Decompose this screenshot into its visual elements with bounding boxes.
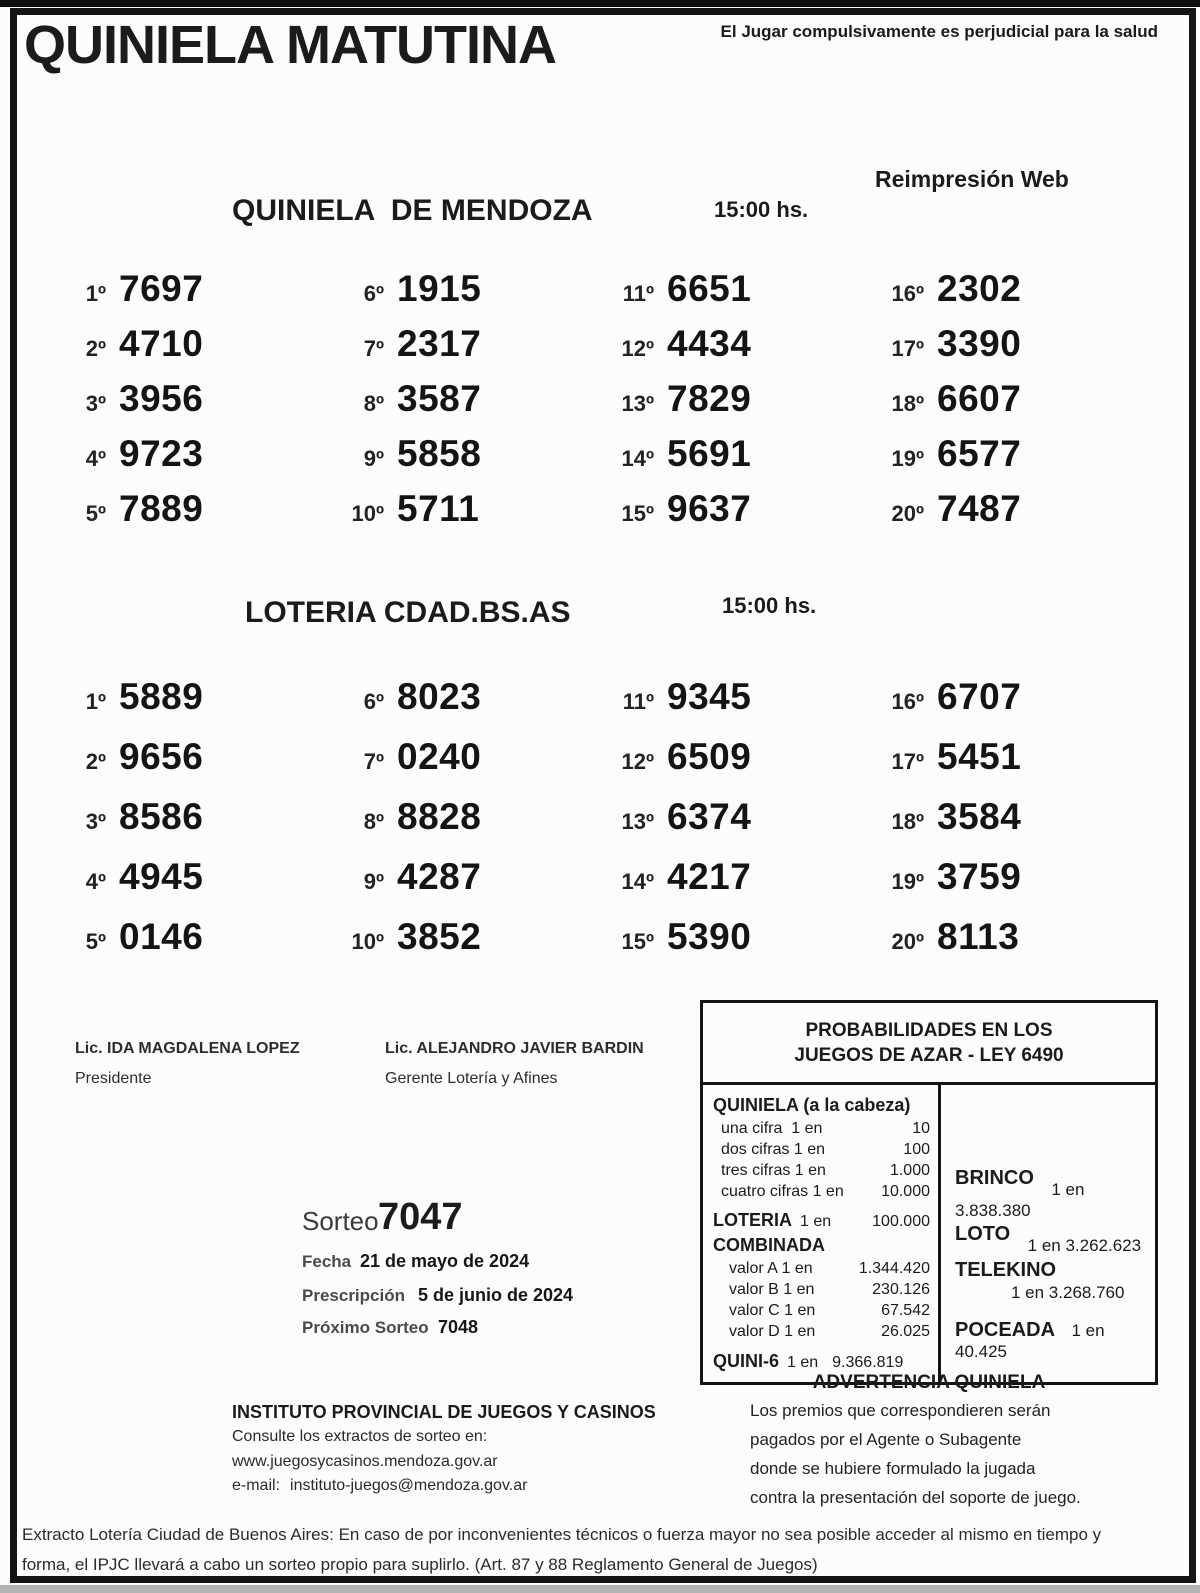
quini6-odds-name: QUINI-6 (713, 1351, 780, 1371)
odds-label: una cifra 1 en (721, 1120, 823, 1137)
result-item (60, 856, 338, 916)
result-number: 5858 (397, 433, 482, 474)
prescription-label: Prescripción (302, 1286, 405, 1305)
quiniela-odds-header: QUINIELA (a la cabeza) (713, 1095, 911, 1115)
result-item (608, 433, 878, 488)
result-item (338, 488, 608, 543)
result-number: 4434 (667, 323, 752, 364)
result-item (60, 433, 338, 488)
next-draw-label: Próximo Sorteo (302, 1318, 429, 1337)
poceada-odds-row (955, 1319, 1149, 1362)
advertencia-line: contra la presentación del soporte de juego. (750, 1488, 1081, 1507)
brinco-odds-value: 1 en 3.838.380 (955, 1180, 1085, 1220)
result-position: 4º (85, 869, 106, 894)
draw-number-value: 7047 (378, 1196, 463, 1238)
odds-row (713, 1160, 930, 1181)
odds-value: 1.344.420 (858, 1260, 930, 1277)
odds-row (713, 1181, 930, 1202)
result-item (878, 488, 1160, 543)
result-position: 7º (363, 749, 384, 774)
loto-odds-value: 1 en 3.262.623 (1027, 1236, 1142, 1255)
result-item (608, 378, 878, 433)
email-address-link[interactable]: instituto-juegos@mendoza.gov.ar (290, 1477, 528, 1494)
scan-edge-top (0, 0, 1200, 7)
result-position: 20º (891, 929, 924, 954)
loteria-odds-value: 100.000 (872, 1213, 930, 1230)
odds-value: 230.126 (872, 1281, 930, 1298)
result-item (608, 796, 878, 856)
advertencia-title: ADVERTENCIA QUINIELA (812, 1372, 1046, 1393)
result-item (60, 916, 338, 976)
result-position: 18º (891, 809, 924, 834)
result-item (608, 488, 878, 543)
result-position: 11º (622, 689, 654, 714)
result-item (338, 378, 608, 433)
institute-consult-line: Consulte los extractos de sorteo en: (232, 1428, 488, 1445)
result-position: 15º (621, 929, 654, 954)
odds-label: dos cifras 1 en (721, 1141, 826, 1158)
result-item (878, 323, 1160, 378)
prescription-value: 5 de junio de 2024 (418, 1285, 574, 1305)
odds-row (713, 1118, 930, 1139)
result-position: 9º (363, 446, 384, 471)
result-position: 3º (85, 391, 106, 416)
result-number: 7829 (667, 378, 752, 419)
result-position: 12º (621, 336, 654, 361)
result-position: 8º (363, 391, 384, 416)
footer-legal-text (22, 1520, 1158, 1580)
result-number: 3759 (937, 856, 1022, 897)
probabilities-title-line1: PROBABILIDADES EN LOS (805, 1019, 1053, 1041)
result-item (338, 323, 608, 378)
result-item (338, 856, 608, 916)
result-position: 4º (85, 446, 106, 471)
poceada-odds-value: 1 en 40.425 (955, 1321, 1105, 1361)
result-item (878, 378, 1160, 433)
loteria-odds-mid: 1 en (800, 1213, 832, 1230)
result-item (608, 323, 878, 378)
result-position: 14º (621, 869, 654, 894)
result-position: 17º (891, 336, 924, 361)
odds-label: cuatro cifras 1 en (721, 1183, 844, 1200)
institute-email-row (232, 1477, 527, 1495)
result-position: 11º (622, 281, 654, 306)
next-draw-value: 7048 (438, 1317, 479, 1337)
reprint-label: Reimpresión Web (875, 166, 1069, 192)
mendoza-section-title: QUINIELA DE MENDOZA (232, 194, 593, 227)
result-number: 8113 (937, 916, 1020, 957)
result-number: 9637 (667, 488, 752, 529)
advertencia-line: donde se hubiere formulado la jugada (750, 1459, 1036, 1478)
result-number: 9345 (667, 676, 752, 717)
result-number: 7487 (937, 488, 1022, 529)
institute-website-link[interactable]: www.juegosycasinos.mendoza.gov.ar (232, 1453, 498, 1470)
result-position: 5º (85, 501, 106, 526)
odds-value: 1.000 (889, 1162, 930, 1179)
mendoza-draw-time: 15:00 hs. (714, 197, 809, 222)
result-number: 6607 (937, 378, 1022, 419)
result-item (60, 676, 338, 736)
probabilities-title (703, 1003, 1155, 1085)
result-position: 20º (891, 501, 924, 526)
result-number: 0146 (119, 916, 204, 957)
result-number: 6374 (667, 796, 752, 837)
bsas-draw-time: 15:00 hs. (722, 593, 817, 618)
advertencia-line: Los premios que correspondieren serán (750, 1401, 1051, 1420)
result-number: 4217 (667, 856, 752, 897)
result-position: 10º (351, 929, 384, 954)
result-item (60, 736, 338, 796)
result-number: 5691 (667, 433, 752, 474)
footer-line: forma, el IPJC llevará a cabo un sorteo propio para suplirlo. (Art. 87 y 88 Reglamento General de Juegos) (22, 1555, 818, 1574)
result-number: 4710 (119, 323, 204, 364)
result-item (60, 378, 338, 433)
result-number: 5390 (667, 916, 752, 957)
result-position: 13º (621, 391, 654, 416)
result-number: 8586 (119, 796, 204, 837)
result-number: 2317 (397, 323, 482, 364)
result-item (60, 488, 338, 543)
odds-value: 10.000 (881, 1183, 930, 1200)
brinco-odds-row (955, 1167, 1149, 1220)
result-position: 19º (891, 446, 924, 471)
quini6-odds-row (713, 1351, 930, 1372)
odds-label: valor B 1 en (729, 1281, 815, 1298)
document-title: QUINIELA MATUTINA (24, 15, 556, 75)
loto-odds-name: LOTO (955, 1223, 1011, 1245)
result-number: 1915 (397, 268, 482, 309)
result-number: 4945 (119, 856, 204, 897)
probabilities-box (700, 1000, 1158, 1385)
result-position: 8º (363, 809, 384, 834)
probabilities-left-column (703, 1085, 938, 1372)
result-item (60, 268, 338, 323)
result-number: 5711 (397, 488, 480, 529)
health-warning-text: El Jugar compulsivamente es perjudicial para la salud (720, 22, 1158, 41)
bsas-section-title: LOTERIA CDAD.BS.AS (245, 596, 571, 629)
result-number: 7697 (119, 268, 204, 309)
result-position: 18º (891, 391, 924, 416)
result-position: 6º (363, 689, 384, 714)
result-position: 5º (85, 929, 106, 954)
odds-label: tres cifras 1 en (721, 1162, 826, 1179)
signature-role-manager: Gerente Lotería y Afines (385, 1070, 558, 1087)
result-position: 1º (85, 281, 106, 306)
result-item (338, 736, 608, 796)
telekino-odds-value: 1 en 3.268.760 (1011, 1283, 1125, 1302)
result-number: 9656 (119, 736, 204, 777)
loteria-odds-name: LOTERIA (713, 1210, 792, 1230)
probabilities-right-column (941, 1085, 1155, 1371)
result-position: 6º (363, 281, 384, 306)
result-number: 6651 (667, 268, 752, 309)
odds-row (713, 1321, 930, 1342)
quini6-odds-mid: 1 en (787, 1354, 819, 1371)
result-item (60, 796, 338, 856)
result-item (878, 433, 1160, 488)
result-item (608, 736, 878, 796)
result-position: 19º (891, 869, 924, 894)
result-item (338, 796, 608, 856)
odds-row (713, 1300, 930, 1321)
result-position: 7º (363, 336, 384, 361)
result-position: 16º (891, 689, 924, 714)
result-number: 6577 (937, 433, 1022, 474)
result-position: 15º (621, 501, 654, 526)
telekino-odds-row (955, 1259, 1149, 1303)
odds-row (713, 1258, 930, 1279)
result-number: 7889 (119, 488, 204, 529)
combinada-odds-header: COMBINADA (713, 1235, 825, 1255)
result-position: 2º (85, 336, 106, 361)
odds-label: valor A 1 en (729, 1260, 813, 1277)
result-position: 17º (891, 749, 924, 774)
result-number: 3852 (397, 916, 482, 957)
result-item (608, 268, 878, 323)
result-number: 5451 (937, 736, 1022, 777)
odds-label: valor D 1 en (729, 1323, 816, 1340)
quini6-odds-value: 9.366.819 (832, 1354, 904, 1371)
result-position: 2º (85, 749, 106, 774)
loto-odds-row (955, 1223, 1149, 1255)
odds-row (713, 1279, 930, 1300)
draw-date-value: 21 de mayo de 2024 (360, 1251, 530, 1271)
odds-value: 10 (912, 1120, 930, 1137)
brinco-odds-name: BRINCO (955, 1167, 1034, 1189)
result-number: 3390 (937, 323, 1022, 364)
result-item (878, 796, 1160, 856)
result-item (608, 916, 878, 976)
result-number: 3584 (937, 796, 1022, 837)
odds-label: valor C 1 en (729, 1302, 816, 1319)
result-item (338, 676, 608, 736)
result-item (878, 736, 1160, 796)
result-number: 6707 (937, 676, 1022, 717)
result-position: 1º (85, 689, 106, 714)
result-position: 10º (351, 501, 384, 526)
probabilities-title-line2: JUEGOS DE AZAR - LEY 6490 (794, 1044, 1064, 1066)
odds-value: 100 (903, 1141, 930, 1158)
poceada-odds-name: POCEADA (955, 1319, 1056, 1341)
advertencia-text (750, 1396, 1150, 1512)
result-item (608, 856, 878, 916)
result-number: 2302 (937, 268, 1022, 309)
result-item (338, 433, 608, 488)
advertencia-line: pagados por el Agente o Subagente (750, 1430, 1022, 1449)
result-number: 5889 (119, 676, 204, 717)
scan-edge-bottom (0, 1585, 1200, 1593)
odds-value: 26.025 (881, 1323, 930, 1340)
loteria-odds-row (713, 1210, 930, 1231)
odds-value: 67.542 (881, 1302, 930, 1319)
result-item (878, 916, 1160, 976)
result-position: 16º (891, 281, 924, 306)
result-number: 9723 (119, 433, 204, 474)
footer-line: Extracto Lotería Ciudad de Buenos Aires: En caso de por inconvenientes técnicos o fuerza mayor no sea posible acceder al mismo en tiempo y (22, 1525, 1102, 1544)
result-number: 3587 (397, 378, 482, 419)
signature-name-manager: Lic. ALEJANDRO JAVIER BARDIN (385, 1040, 644, 1057)
result-item (338, 916, 608, 976)
telekino-odds-name: TELEKINO (955, 1259, 1057, 1281)
result-position: 14º (621, 446, 654, 471)
result-item (878, 268, 1160, 323)
result-number: 6509 (667, 736, 752, 777)
result-number: 4287 (397, 856, 482, 897)
result-position: 3º (85, 809, 106, 834)
institute-title: INSTITUTO PROVINCIAL DE JUEGOS Y CASINOS (232, 1402, 656, 1422)
signature-role-president: Presidente (75, 1070, 152, 1087)
result-item (878, 676, 1160, 736)
signature-name-president: Lic. IDA MAGDALENA LOPEZ (75, 1040, 300, 1057)
email-label: e-mail: (232, 1477, 281, 1494)
odds-row (713, 1139, 930, 1160)
draw-date-label: Fecha (302, 1252, 352, 1271)
result-item (878, 856, 1160, 916)
mendoza-results-grid (60, 268, 1160, 543)
result-item (338, 268, 608, 323)
result-number: 3956 (119, 378, 204, 419)
result-number: 0240 (397, 736, 482, 777)
bsas-results-grid (60, 676, 1160, 976)
draw-number-label: Sorteo (302, 1206, 379, 1236)
result-item (60, 323, 338, 378)
result-number: 8023 (397, 676, 482, 717)
result-item (608, 676, 878, 736)
result-number: 8828 (397, 796, 482, 837)
result-position: 13º (621, 809, 654, 834)
result-position: 9º (363, 869, 384, 894)
result-position: 12º (621, 749, 654, 774)
